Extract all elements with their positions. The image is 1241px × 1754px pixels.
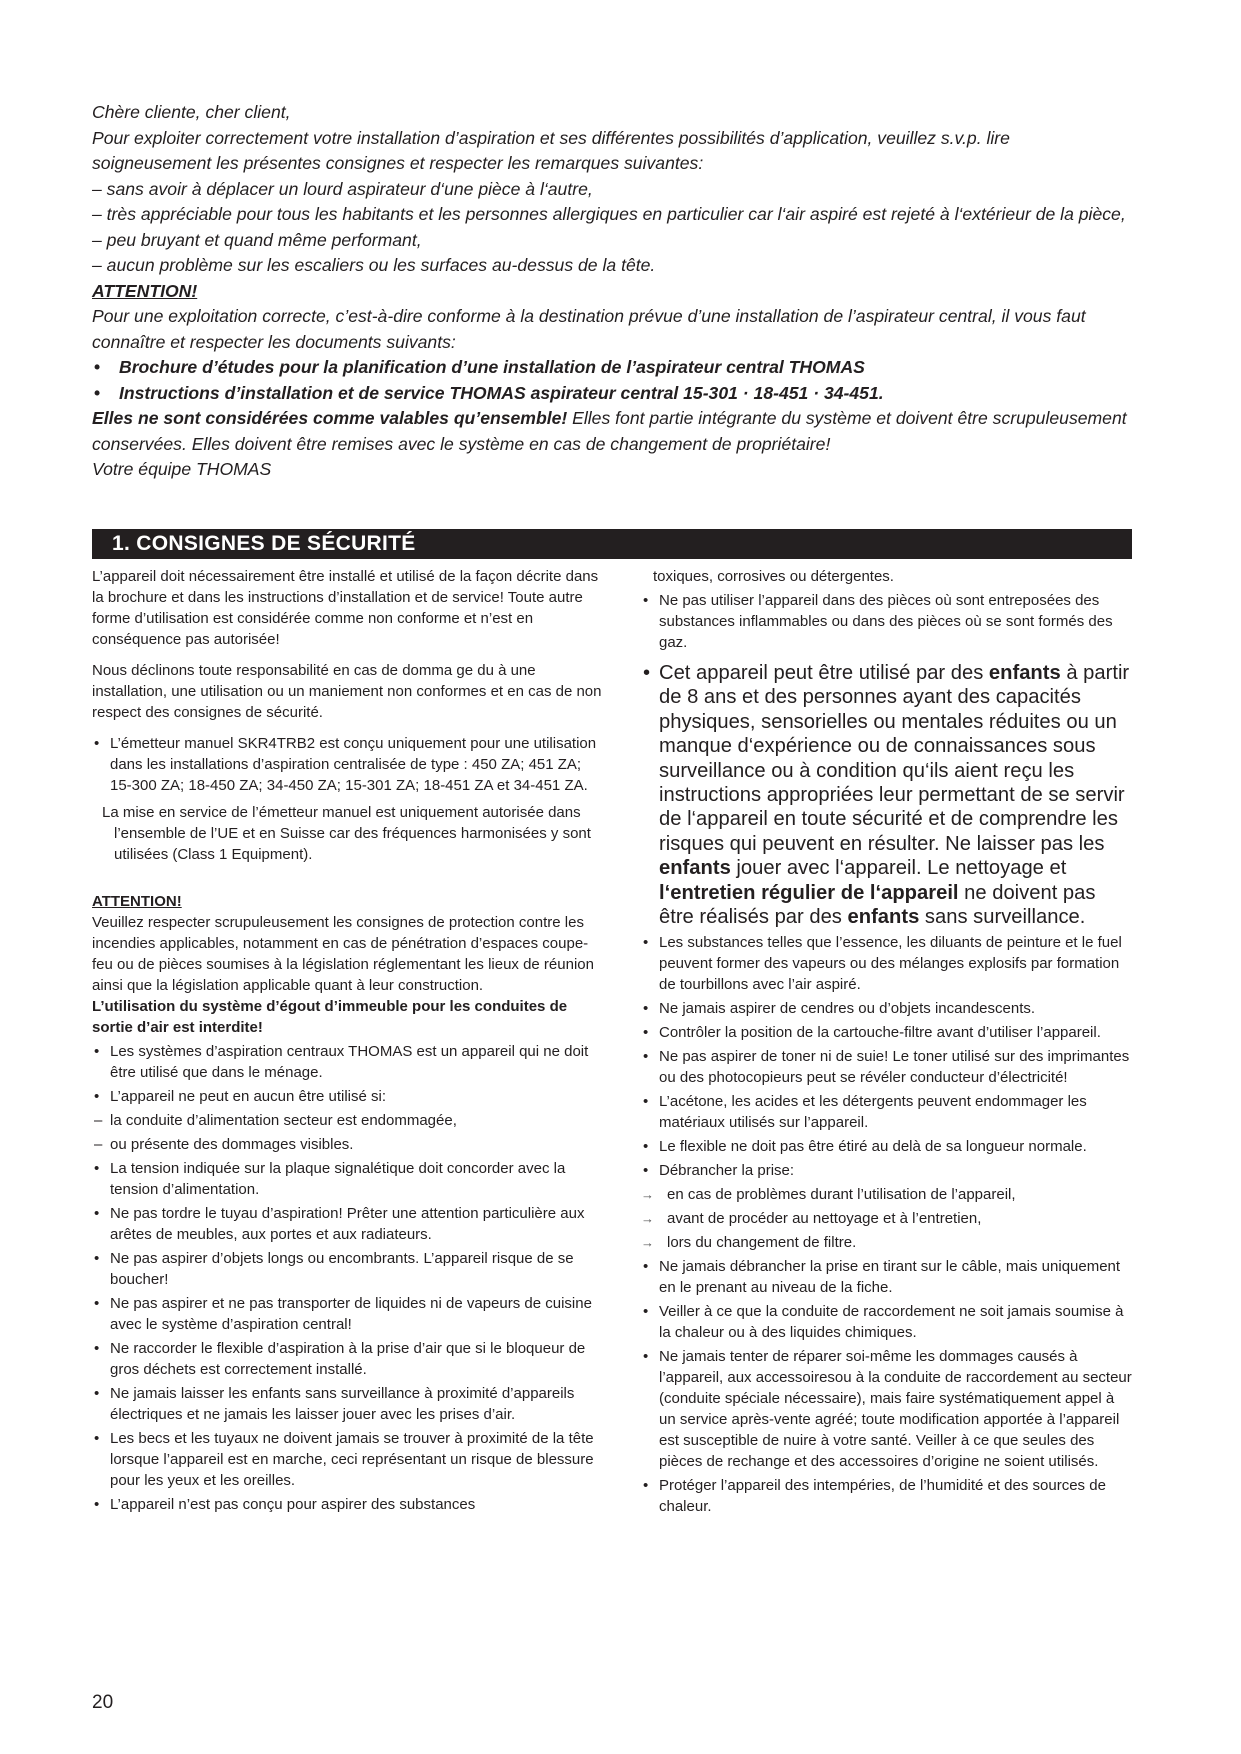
safety-list <box>92 1158 602 1515</box>
dash-item: – ou présente des dommages visibles. <box>92 1134 602 1155</box>
arrow-list <box>641 1184 1133 1253</box>
document-item: • Brochure d’études pour la planification d’une installation de l’aspirateur central THOMAS <box>92 355 1132 381</box>
list-item: • Ne jamais débrancher la prise en tirant sur le câble, mais uniquement en le prenant au niveau de la fiche. <box>641 1256 1133 1298</box>
list-item: • Les becs et les tuyaux ne doivent jamais se trouver à proximité de la tête lorsque l’appareil est en marche, ceci représentant un risque de blessure pour les yeux et les oreilles. <box>92 1428 602 1491</box>
list-item: • Le flexible ne doit pas être étiré au delà de sa longueur normale. <box>641 1136 1133 1157</box>
list-item: • Ne pas utiliser l’appareil dans des pièces où sont entreposées des substances inflammables ou dans des pièces où se sont formés des gaz. <box>641 590 1133 653</box>
paragraph: Nous déclinons toute responsabilité en cas de domma ge du à une installation, une utilisation ou un maniement non conformes et en cas de non respect des consignes de sécurité. <box>92 662 602 721</box>
validity-rest: Elles font partie intégrante du système et doivent être scrupuleusement conservées. Elles doivent être remises avec le système en cas de changement de propriétaire! <box>92 408 1127 454</box>
validity-note <box>92 406 1132 457</box>
page-number: 20 <box>92 1692 114 1713</box>
list-item: • L’émetteur manuel SKR4TRB2 est conçu uniquement pour une utilisation dans les installations d’aspiration centralisée de type : 450 ZA; 451 ZA; 15-300 ZA; 18-450 ZA; 34-450 ZA; 15-301 ZA; 18-451 ZA et 34-451 ZA. <box>92 733 602 796</box>
intro-text: Pour exploiter correctement votre installation d’aspiration et ses différentes possibilités d’application, veuillez s.v.p. lire soigneusement les présentes consignes et respecter les remarques suivantes: <box>92 127 1010 173</box>
warning-bold: L’utilisation du système d’égout d’immeuble pour les conduites de sortie d’air est interdite! <box>92 998 568 1036</box>
intro-attention-heading: ATTENTION! <box>92 280 198 301</box>
arrow-item: → avant de procéder au nettoyage et à l’entretien, <box>641 1208 1133 1229</box>
paragraph: La mise en service de l’émetteur manuel est uniquement autorisée dans l’ensemble de l’UE et en Suisse car des fréquences harmonisées y sont utilisées (Class 1 Equipment). <box>102 804 591 863</box>
list-item: • Ne jamais tenter de réparer soi-même les dommages causés à l’appareil, aux accessoiresou à la conduite de raccordement au secteur (conduite spéciale nécessaire), mais faire systématiquement appel à un service après-vente agréé; toute modification apportée à l’appareil est susceptible de nuire à votre santé. Veiller à ce que seules des pièces de rechange et des accessoires d’origine ne soient utilisés. <box>641 1346 1133 1472</box>
list-item: • Ne pas aspirer de toner ni de suie! Le toner utilisé sur des imprimantes ou des photocopieurs peut se révéler conducteur d’électricité! <box>641 1046 1133 1088</box>
intro-dash-item: – aucun problème sur les escaliers ou les surfaces au-dessus de la tête. <box>92 255 656 275</box>
intro-dash-item: – sans avoir à déplacer un lourd aspirateur d‘une pièce à l‘autre, <box>92 178 593 199</box>
list-item: • Débrancher la prise: <box>641 1160 1133 1181</box>
list-item: • Ne jamais aspirer de cendres ou d’objets incandescents. <box>641 998 1133 1019</box>
intro-block <box>92 100 1132 483</box>
intro-dash-item: – peu bruyant et quand même performant, <box>92 229 422 250</box>
dash-item: – la conduite d’alimentation secteur est endommagée, <box>92 1110 602 1131</box>
list-item: • Ne pas aspirer d’objets longs ou encombrants. L’appareil risque de se boucher! <box>92 1248 602 1290</box>
list-item: • Ne jamais laisser les enfants sans surveillance à proximité d’appareils électriques et ne jamais les laisser jouer avec les prises d’air. <box>92 1383 602 1425</box>
safety-list <box>92 1041 602 1107</box>
list-item: • Les systèmes d’aspiration centraux THOMAS est un appareil qui ne doit être utilisé que dans le ménage. <box>92 1041 602 1083</box>
greeting: Chère cliente, cher client, <box>92 102 291 122</box>
list-item: • L’acétone, les acides et les détergents peuvent endommager les matériaux utilisés sur l’appareil. <box>641 1091 1133 1133</box>
list-item: • Veiller à ce que la conduite de raccordement ne soit jamais soumise à la chaleur ou à des liquides chimiques. <box>641 1301 1133 1343</box>
document-list <box>92 355 1132 406</box>
continuation-text: toxiques, corrosives ou détergentes. <box>653 568 894 585</box>
arrow-item: → lors du changement de filtre. <box>641 1232 1133 1253</box>
right-column <box>641 566 1133 1517</box>
arrow-item: → en cas de problèmes durant l’utilisation de l’appareil, <box>641 1184 1133 1205</box>
left-column <box>92 566 602 1515</box>
safety-list <box>641 1256 1133 1517</box>
attention-heading: ATTENTION! <box>92 893 182 910</box>
dash-list <box>92 1110 602 1155</box>
document-item: • Instructions d’installation et de service THOMAS aspirateur central 15-301 · 18-451 · 34-451. <box>92 381 1132 407</box>
paragraph: Veuillez respecter scrupuleusement les consignes de protection contre les incendies applicables, notamment en cas de pénétration d’espaces coupe-feu ou de pièces soumises à la législation réglementant les lieux de réunion ainsi que la législation applicable quant à leur construction. <box>92 914 594 994</box>
children-warning: • Cet appareil peut être utilisé par des enfants à partir de 8 ans et des personnes ayant des capacités physiques, sensorielles ou mentales réduites ou un manque d‘expérience ou de connaissances sous surveillance ou à condition qu‘ils aient reçu les instructions appropriées leur permettant de se servir de l‘appareil en toute sécurité et de comprendre les risques qui peuvent en résulter. Ne laisser pas les enfants jouer avec l‘appareil. Le nettoyage et l‘entretien régulier de l‘appareil ne doivent pas être réalisés par des enfants sans surveillance. <box>641 661 1133 929</box>
intro-dash-item: – très appréciable pour tous les habitants et les personnes allergiques en particulier car l‘air aspiré est rejeté à l‘extérieur de la pièce, <box>92 204 1126 224</box>
list-item: • Ne pas aspirer et ne pas transporter de liquides ni de vapeurs de cuisine avec le système d’aspiration central! <box>92 1293 602 1335</box>
emitter-list <box>92 733 602 796</box>
paragraph: L’appareil doit nécessairement être installé et utilisé de la façon décrite dans la brochure et dans les instructions d’installation et de service! Toute autre forme d’utilisation est considérée comme non conforme et n’est en conséquence pas autorisée! <box>92 568 599 648</box>
safety-list <box>641 590 1133 1181</box>
section-title: 1. CONSIGNES DE SÉCURITÉ <box>112 532 416 555</box>
list-item: • La tension indiquée sur la plaque signalétique doit concorder avec la tension d’alimentation. <box>92 1158 602 1200</box>
list-item: • Les substances telles que l’essence, les diluants de peinture et le fuel peuvent former des vapeurs ou des mélanges explosifs par formation de tourbillons avec l’air aspiré. <box>641 932 1133 995</box>
signature: Votre équipe THOMAS <box>92 459 272 479</box>
list-item: • Contrôler la position de la cartouche-filtre avant d’utiliser l’appareil. <box>641 1022 1133 1043</box>
list-item: • Ne pas tordre le tuyau d’aspiration! Prêter une attention particulière aux arêtes de meubles, aux portes et aux radiateurs. <box>92 1203 602 1245</box>
validity-bold: Elles ne sont considérées comme valables qu’ensemble! <box>92 408 568 428</box>
section-header <box>92 529 1132 559</box>
intro-attention-text: Pour une exploitation correcte, c’est-à-dire conforme à la destination prévue d’une installation de l’aspirateur central, il vous faut connaître et respecter les documents suivants: <box>92 306 1086 352</box>
list-item: • Ne raccorder le flexible d’aspiration à la prise d’air que si le bloqueur de gros déchets est correctement installé. <box>92 1338 602 1380</box>
list-item: • Protéger l’appareil des intempéries, de l’humidité et des sources de chaleur. <box>641 1475 1133 1517</box>
list-item: • L’appareil n’est pas conçu pour aspirer des substances <box>92 1494 602 1515</box>
list-item: • L’appareil ne peut en aucun être utilisé si: <box>92 1086 602 1107</box>
